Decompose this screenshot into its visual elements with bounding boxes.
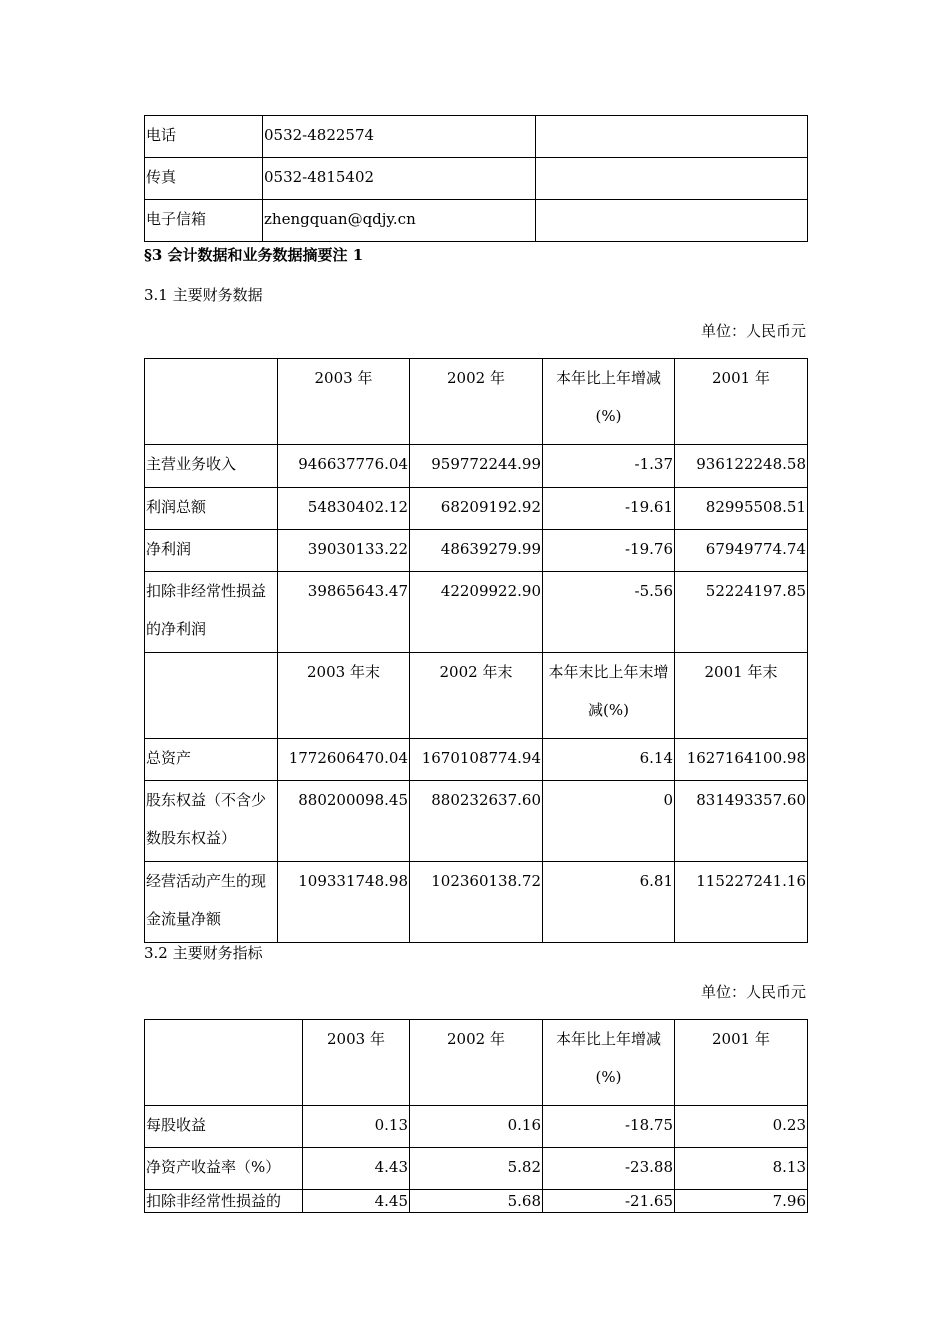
row-label: 利润总额 [145, 488, 278, 530]
column-header: 2002 年 [410, 1020, 543, 1106]
cell-value: 102360138.72 [410, 862, 543, 943]
table-row [145, 862, 808, 943]
column-header: 2003 年 [303, 1020, 410, 1106]
cell-value: 959772244.99 [410, 445, 543, 488]
row-label: 净资产收益率（%） [145, 1148, 303, 1190]
unit-label: 单位：人民币元 [700, 983, 806, 1001]
cell-value: -19.76 [543, 530, 675, 572]
column-header: 2003 年 [278, 359, 410, 445]
empty-cell [145, 1020, 303, 1106]
section3-title: §3 会计数据和业务数据摘要注 1 [144, 246, 364, 264]
table-row [145, 1106, 808, 1148]
contact-value: zhengquan@qdjy.cn [263, 200, 536, 242]
cell-value: 946637776.04 [278, 445, 410, 488]
cell-value: 42209922.90 [410, 572, 543, 653]
cell-value: 6.14 [543, 739, 675, 781]
cell-value: 109331748.98 [278, 862, 410, 943]
cell-value: -1.37 [543, 445, 675, 488]
subsection-3-2-title: 3.2 主要财务指标 [144, 944, 263, 962]
cell-value: 8.13 [675, 1148, 808, 1190]
column-header: 2003 年末 [278, 653, 410, 739]
cell-value: 1627164100.98 [675, 739, 808, 781]
subsection-3-1-title: 3.1 主要财务数据 [144, 286, 263, 304]
cell-value: 52224197.85 [675, 572, 808, 653]
empty-cell [536, 158, 808, 200]
row-label: 股东权益（不含少数股东权益） [145, 781, 278, 862]
cell-value: 4.45 [303, 1190, 410, 1213]
contact-row [145, 200, 808, 242]
unit-label: 单位：人民币元 [700, 322, 806, 340]
row-label: 经营活动产生的现金流量净额 [145, 862, 278, 943]
table-row [145, 739, 808, 781]
empty-cell [536, 116, 808, 158]
cell-value: -18.75 [543, 1106, 675, 1148]
empty-cell [145, 653, 278, 739]
cell-value: 5.68 [410, 1190, 543, 1213]
financial-data-table [144, 358, 808, 943]
row-label: 净利润 [145, 530, 278, 572]
cell-value: -19.61 [543, 488, 675, 530]
contact-label: 电子信箱 [145, 200, 263, 242]
cell-value: 67949774.74 [675, 530, 808, 572]
cell-value: 54830402.12 [278, 488, 410, 530]
row-label: 扣除非经常性损益的净利润 [145, 572, 278, 653]
contact-value: 0532-4815402 [263, 158, 536, 200]
table-row [145, 1148, 808, 1190]
cell-value: 880200098.45 [278, 781, 410, 862]
cell-value: 6.81 [543, 862, 675, 943]
cell-value: 936122248.58 [675, 445, 808, 488]
table-header-row [145, 653, 808, 739]
contact-table [144, 115, 808, 242]
cell-value: 1772606470.04 [278, 739, 410, 781]
cell-value: -23.88 [543, 1148, 675, 1190]
contact-label: 电话 [145, 116, 263, 158]
table-header-row [145, 1020, 808, 1106]
cell-value: 0.13 [303, 1106, 410, 1148]
contact-row [145, 116, 808, 158]
financial-indicators-table [144, 1019, 808, 1213]
cell-value: -5.56 [543, 572, 675, 653]
cell-value: 7.96 [675, 1190, 808, 1213]
contact-label: 传真 [145, 158, 263, 200]
row-label: 总资产 [145, 739, 278, 781]
row-label: 每股收益 [145, 1106, 303, 1148]
cell-value: 82995508.51 [675, 488, 808, 530]
table-row [145, 530, 808, 572]
cell-value: 0.23 [675, 1106, 808, 1148]
table-row [145, 1190, 808, 1213]
table-row [145, 781, 808, 862]
cell-value: 831493357.60 [675, 781, 808, 862]
cell-value: 4.43 [303, 1148, 410, 1190]
table-row [145, 488, 808, 530]
cell-value: 48639279.99 [410, 530, 543, 572]
column-header: 2001 年 [675, 359, 808, 445]
empty-cell [145, 359, 278, 445]
cell-value: 0 [543, 781, 675, 862]
row-label: 扣除非经常性损益的 [145, 1190, 303, 1213]
empty-cell [536, 200, 808, 242]
cell-value: 1670108774.94 [410, 739, 543, 781]
column-header: 2001 年 [675, 1020, 808, 1106]
contact-value: 0532-4822574 [263, 116, 536, 158]
cell-value: 39030133.22 [278, 530, 410, 572]
cell-value: 39865643.47 [278, 572, 410, 653]
cell-value: 68209192.92 [410, 488, 543, 530]
column-header: 2001 年末 [675, 653, 808, 739]
row-label: 主营业务收入 [145, 445, 278, 488]
column-header: 本年末比上年末增减(%) [543, 653, 675, 739]
cell-value: 880232637.60 [410, 781, 543, 862]
table-header-row [145, 359, 808, 445]
column-header: 2002 年 [410, 359, 543, 445]
cell-value: 5.82 [410, 1148, 543, 1190]
column-header: 2002 年末 [410, 653, 543, 739]
cell-value: -21.65 [543, 1190, 675, 1213]
table-row [145, 445, 808, 488]
table-row [145, 572, 808, 653]
column-header: 本年比上年增减(%) [543, 1020, 675, 1106]
contact-row [145, 158, 808, 200]
cell-value: 115227241.16 [675, 862, 808, 943]
column-header: 本年比上年增减(%) [543, 359, 675, 445]
cell-value: 0.16 [410, 1106, 543, 1148]
